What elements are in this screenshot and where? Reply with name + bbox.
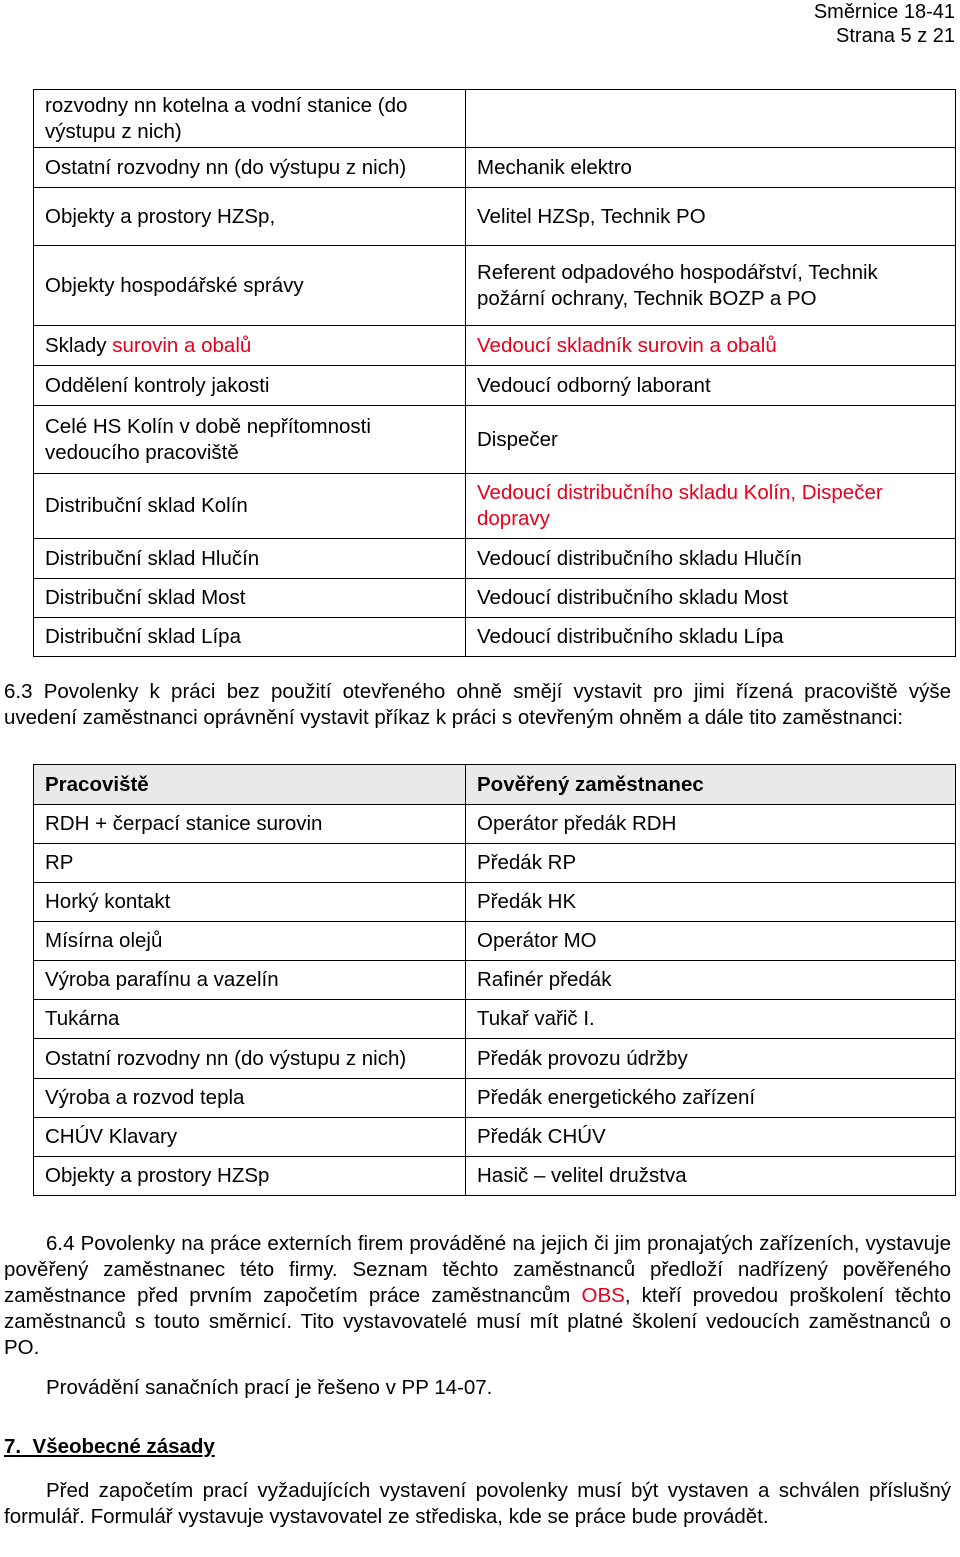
table-cell: RP <box>34 844 466 883</box>
paragraph-text: 6.4 Povolenky na práce externích firem prováděné na jejich či jim pronajatých zařízeních, vystavuje pověřený zaměstnanec této firmy. Seznam těchto zaměstnanců předloží nadřízený pověřeného zaměstnance před prvním započetím práce zaměstnancům <box>4 1232 951 1307</box>
table-cell: Distribuční sklad Lípa <box>34 618 466 657</box>
table-cell: Předák CHÚV <box>466 1118 956 1157</box>
table-row <box>34 844 956 883</box>
table-cell: Dispečer <box>466 406 956 474</box>
table-cell: Ostatní rozvodny nn (do výstupu z nich) <box>34 1039 466 1079</box>
table-row <box>34 246 956 326</box>
table-row <box>34 326 956 366</box>
highlighted-text: OBS <box>581 1284 625 1307</box>
table-cell: Předák RP <box>466 844 956 883</box>
table-cell: Tukař vařič I. <box>466 1000 956 1039</box>
table-header-row <box>34 765 956 805</box>
table-cell: Předák provozu údržby <box>466 1039 956 1079</box>
table-row <box>34 406 956 474</box>
table-cell <box>34 326 466 366</box>
table-cell: Mechanik elektro <box>466 148 956 188</box>
table-row <box>34 188 956 246</box>
table-cell: Vedoucí skladník surovin a obalů <box>466 326 956 366</box>
table-cell: Referent odpadového hospodářství, Technik požární ochrany, Technik BOZP a PO <box>466 246 956 326</box>
table-cell: RDH + čerpací stanice surovin <box>34 805 466 844</box>
table-cell: Vedoucí distribučního skladu Most <box>466 579 956 618</box>
page-header <box>814 0 955 48</box>
table-cell: Vedoucí distribučního skladu Lípa <box>466 618 956 657</box>
table-row <box>34 539 956 579</box>
table-cell: Ostatní rozvodny nn (do výstupu z nich) <box>34 148 466 188</box>
section-heading <box>4 1434 215 1460</box>
highlighted-text: surovin a obalů <box>112 333 252 357</box>
table-row <box>34 1157 956 1196</box>
table-row <box>34 883 956 922</box>
table-cell: Objekty a prostory HZSp <box>34 1157 466 1196</box>
table-cell: Výroba parafínu a vazelín <box>34 961 466 1000</box>
table-row <box>34 366 956 406</box>
table-cell: Výroba a rozvod tepla <box>34 1079 466 1118</box>
section-title: Všeobecné zásady <box>32 1435 215 1458</box>
paragraph-7 <box>4 1478 951 1530</box>
table-row <box>34 474 956 539</box>
paragraph-text: Před započetím prací vyžadujících vystavení povolenky musí být vystaven a schválen příslušný formulář. Formulář vystavuje vystavovatel ze střediska, kde se práce bude provádět. <box>4 1479 951 1528</box>
paragraph-text: , kteří provedou proškolení těchto zaměstnanců s touto směrnicí. Tito vystavovatelé musí mít platné školení vedoucích zaměstnanců o PO. <box>4 1284 951 1359</box>
table-row <box>34 1000 956 1039</box>
table-cell <box>466 90 956 148</box>
table-row <box>34 1079 956 1118</box>
table-row <box>34 1118 956 1157</box>
column-header: Pověřený zaměstnanec <box>466 765 956 805</box>
table-cell: Předák HK <box>466 883 956 922</box>
paragraph-sanace <box>4 1375 951 1401</box>
table-cell: Vedoucí distribučního skladu Kolín, Dispečer dopravy <box>466 474 956 539</box>
table-cell: Předák energetického zařízení <box>466 1079 956 1118</box>
table-cell: Objekty a prostory HZSp, <box>34 188 466 246</box>
document-code: Směrnice 18-41 <box>813 1 955 23</box>
table-row <box>34 961 956 1000</box>
paragraph-6-3: 6.3 Povolenky k práci bez použití otevřeného ohně smějí vystavit pro jimi řízená pracoviště výše uvedení zaměstnanci oprávnění vystavit příkaz k práci s otevřeným ohněm a dále tito zaměstnanci: <box>4 680 951 729</box>
table-cell: Vedoucí odborný laborant <box>466 366 956 406</box>
table-row <box>34 618 956 657</box>
table-cell: Distribuční sklad Kolín <box>34 474 466 539</box>
table-row <box>34 90 956 148</box>
table-cell: Distribuční sklad Most <box>34 579 466 618</box>
page-number: Strana 5 z 21 <box>836 25 955 47</box>
table-cell: Vedoucí distribučního skladu Hlučín <box>466 539 956 579</box>
table-cell: Distribuční sklad Hlučín <box>34 539 466 579</box>
table-row <box>34 922 956 961</box>
table-cell: Objekty hospodářské správy <box>34 246 466 326</box>
table-cell: Oddělení kontroly jakosti <box>34 366 466 406</box>
section-number: 7. <box>4 1435 22 1458</box>
column-header: Pracoviště <box>34 765 466 805</box>
table-cell: Tukárna <box>34 1000 466 1039</box>
table-cell: Operátor předák RDH <box>466 805 956 844</box>
table-cell: CHÚV Klavary <box>34 1118 466 1157</box>
table-cell: rozvodny nn kotelna a vodní stanice (do výstupu z nich) <box>34 90 466 148</box>
table-row <box>34 805 956 844</box>
table-cell: Celé HS Kolín v době nepřítomnosti vedoucího pracoviště <box>34 406 466 474</box>
table-row <box>34 148 956 188</box>
table-cell: Velitel HZSp, Technik PO <box>466 188 956 246</box>
responsible-persons-table <box>33 89 956 657</box>
paragraph-text: Provádění sanačních prací je řešeno v PP 14-07. <box>46 1376 493 1399</box>
authorized-employees-table <box>33 764 956 1196</box>
table-cell: Mísírna olejů <box>34 922 466 961</box>
table-cell: Rafinér předák <box>466 961 956 1000</box>
table-cell: Hasič – velitel družstva <box>466 1157 956 1196</box>
cell-text: Sklady <box>45 333 113 357</box>
table-row <box>34 1039 956 1079</box>
paragraph-6-4 <box>4 1231 951 1361</box>
table-row <box>34 579 956 618</box>
table-cell: Horký kontakt <box>34 883 466 922</box>
table-cell: Operátor MO <box>466 922 956 961</box>
